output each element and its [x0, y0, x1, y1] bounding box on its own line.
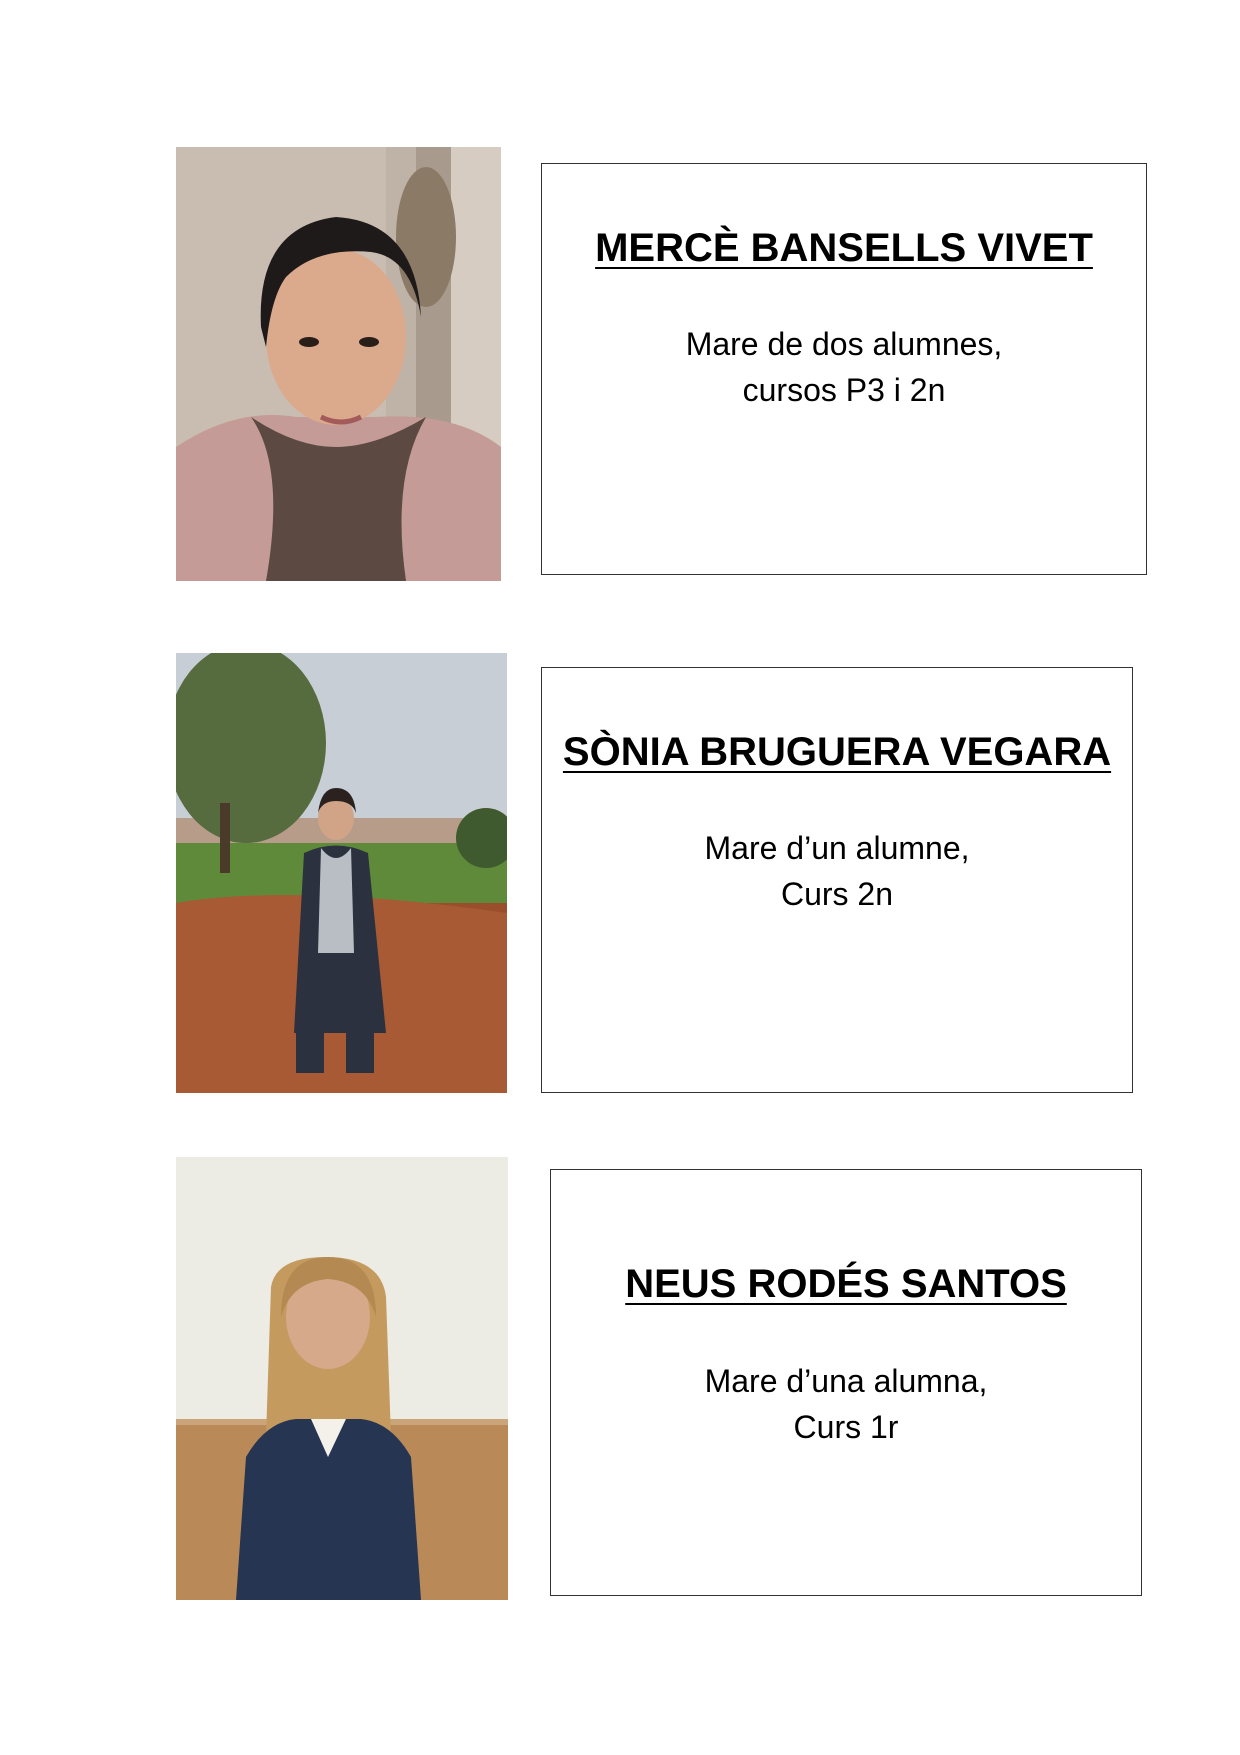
person-description: [551, 1358, 1141, 1450]
photo-person-1: [176, 147, 501, 581]
person-description: [542, 825, 1132, 917]
photo-person-3: [176, 1157, 508, 1600]
description-line-2: Curs 2n: [780, 876, 894, 912]
photo-person-2: [176, 653, 507, 1093]
person-card-2: [541, 667, 1133, 1093]
person-name: MERCÈ BANSELLS VIVET: [595, 226, 1093, 270]
person-name: SÒNIA BRUGUERA VEGARA: [562, 730, 1112, 774]
person-name: NEUS RODÉS SANTOS: [625, 1262, 1067, 1306]
person-card-3: [550, 1169, 1142, 1596]
description-line-2: cursos P3 i 2n: [742, 372, 946, 408]
description-line-1: Mare d’un alumne,: [704, 830, 970, 866]
person-description: [542, 321, 1146, 413]
description-line-2: Curs 1r: [793, 1409, 899, 1445]
description-line-1: Mare de dos alumnes,: [685, 326, 1003, 362]
person-card-1: [541, 163, 1147, 575]
description-line-1: Mare d’una alumna,: [704, 1363, 988, 1399]
